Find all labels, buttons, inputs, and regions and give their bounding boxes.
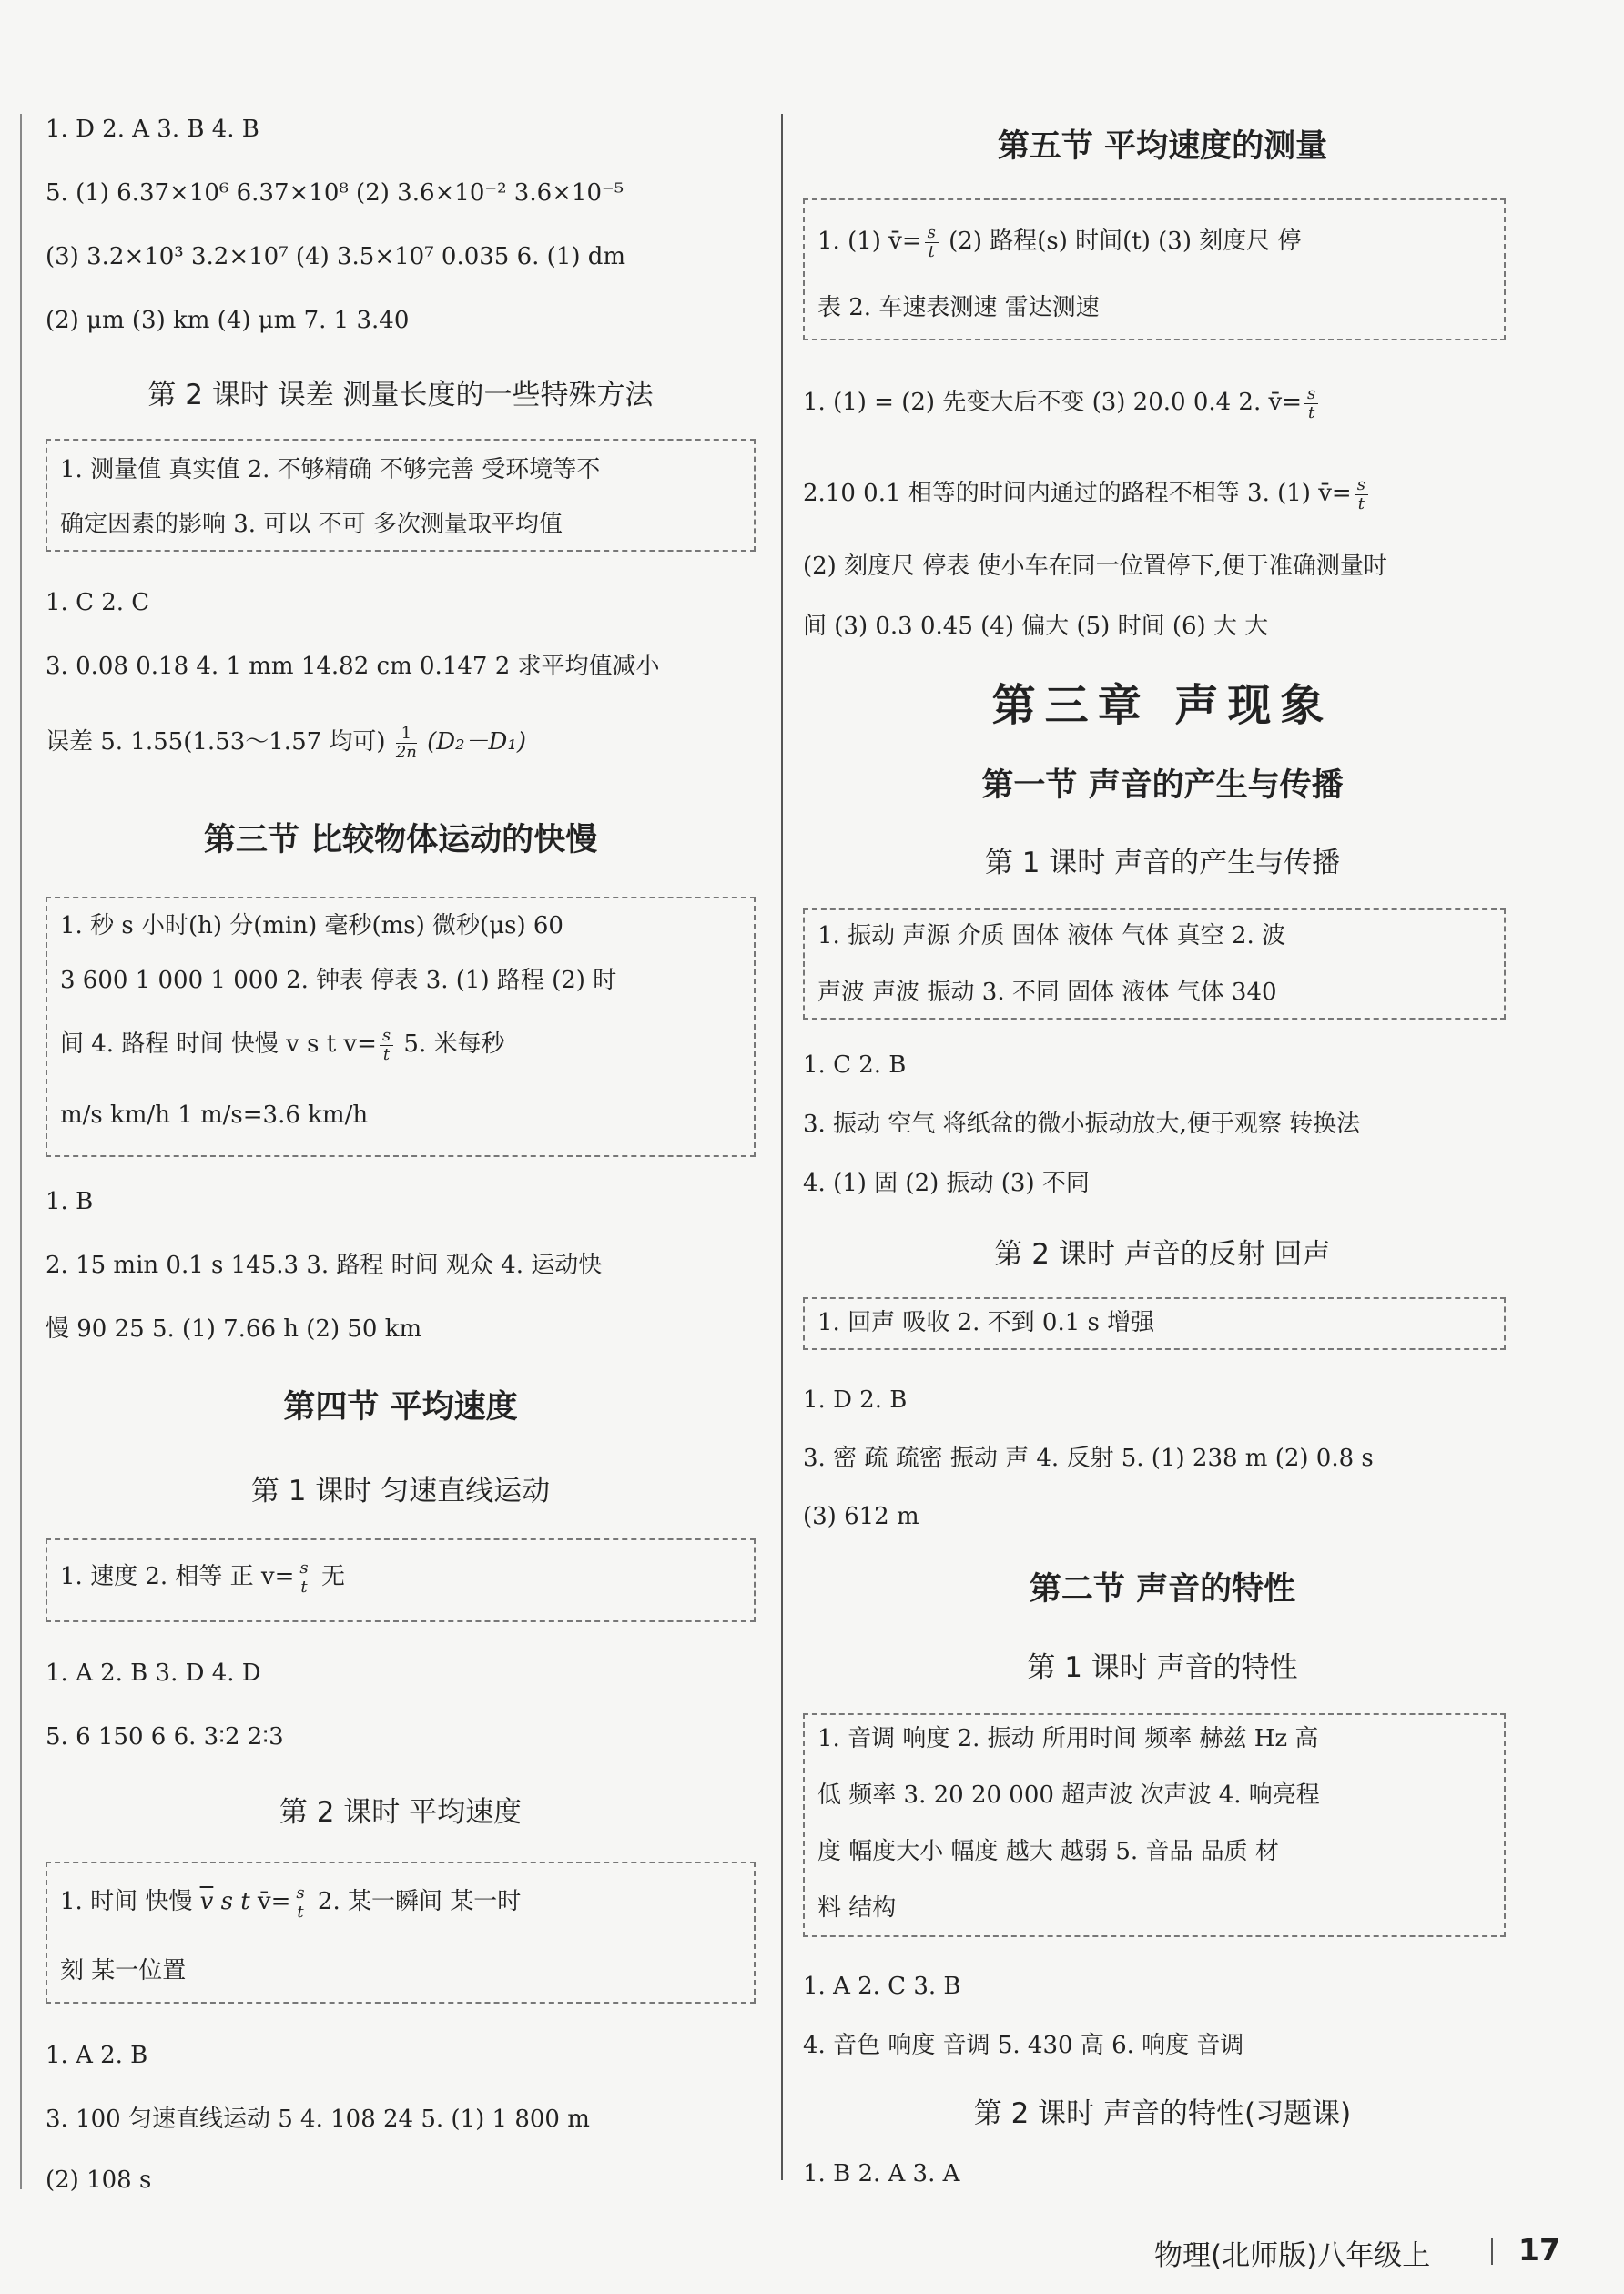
fraction	[293, 1884, 307, 1922]
answer-line: 确定因素的影响 3. 可以 不可 多次测量取平均值	[60, 511, 563, 538]
answer-line: 1. A 2. C 3. B	[803, 1973, 961, 2000]
numerator: s	[297, 1559, 310, 1578]
answer-text: 1. (1) v̄=	[817, 228, 922, 255]
fraction	[396, 725, 417, 762]
answer-line: 表 2. 车速表测速 雷达测速	[817, 294, 1100, 321]
answer-line	[803, 384, 1321, 422]
formula-v-eq: v̄=	[257, 1888, 291, 1915]
answer-line: 1. 振动 声源 介质 固体 液体 气体 真空 2. 波	[817, 922, 1285, 949]
answer-line: 1. B	[46, 1188, 94, 1215]
answer-line: (3) 3.2×10³ 3.2×10⁷ (4) 3.5×10⁷ 0.035 6. (1) dm	[46, 243, 626, 270]
concept-box	[803, 1713, 1506, 1937]
book-title: 物理(北师版)八年级上	[1154, 2239, 1431, 2272]
numerator: s	[1355, 476, 1368, 495]
lesson-title: 第 2 课时 平均速度	[279, 1796, 523, 1829]
answer-line: 料 结构	[817, 1894, 897, 1922]
section-title: 第五节 平均速度的测量	[997, 128, 1328, 165]
page-number: 17	[1518, 2232, 1560, 2268]
answer-line: 3. 0.08 0.18 4. 1 mm 14.82 cm 0.147 2 求平均值减小	[46, 653, 660, 680]
fraction	[297, 1559, 310, 1597]
fraction	[925, 224, 939, 261]
answer-line: 1. C 2. B	[803, 1051, 907, 1079]
lesson-title: 第 1 课时 声音的特性	[1027, 1651, 1298, 1684]
answer-line	[60, 1558, 345, 1597]
numerator: s	[380, 1027, 393, 1046]
answer-line: (2) 刻度尺 停表 使小车在同一位置停下,便于准确测量时	[803, 553, 1387, 580]
symbol-s: s	[220, 1888, 233, 1915]
answer-line: 2. 15 min 0.1 s 145.3 3. 路程 时间 观众 4. 运动快	[46, 1252, 603, 1279]
section-title: 第二节 声音的特性	[1029, 1571, 1296, 1608]
concept-box	[46, 1862, 756, 2004]
vbar: $\overline{v}$	[199, 1888, 214, 1915]
concept-box	[803, 1297, 1506, 1350]
denominator: t	[928, 241, 935, 261]
answer-line: 5. 6 150 6 6. 3∶2 2∶3	[46, 1723, 284, 1751]
numerator: 1	[396, 725, 417, 744]
symbol-t: t	[240, 1888, 250, 1915]
answer-line	[60, 1883, 521, 1922]
answer-line: m/s km/h 1 m/s=3.6 km/h	[60, 1101, 369, 1129]
fraction	[380, 1027, 393, 1064]
answer-line: (2) 108 s	[46, 2167, 152, 2194]
lesson-title: 第 2 课时 误差 测量长度的一些特殊方法	[147, 379, 654, 411]
concept-box	[46, 439, 756, 552]
answer-line: 4. 音色 响度 音调 5. 430 高 6. 响度 音调	[803, 2032, 1244, 2059]
lesson-title: 第 2 课时 声音的特性(习题课)	[973, 2097, 1352, 2130]
answer-text: 2. 某一瞬间 某一时	[317, 1888, 522, 1915]
denominator: t	[297, 1902, 304, 1922]
answer-line	[817, 223, 1302, 261]
chapter-title: 第三章 声现象	[991, 680, 1334, 731]
section-title: 第三节 比较物体运动的快慢	[203, 822, 598, 858]
denominator: t	[300, 1577, 308, 1597]
answer-text: 2.10 0.1 相等的时间内通过的路程不相等 3. (1) v̄=	[803, 480, 1352, 507]
answer-line: 声波 声波 振动 3. 不同 固体 液体 气体 340	[817, 979, 1277, 1006]
answer-line: 1. B 2. A 3. A	[803, 2160, 960, 2187]
answer-text: 1. (1) = (2) 先变大后不变 (3) 20.0 0.4 2. v̄=	[803, 389, 1302, 416]
answer-text: 误差 5. 1.55(1.53～1.57 均可)	[46, 728, 386, 756]
answer-line	[60, 1026, 504, 1064]
answer-line: 1. 测量值 真实值 2. 不够精确 不够完善 受环境等不	[60, 456, 601, 483]
numerator: s	[293, 1884, 307, 1903]
concept-box	[46, 1538, 756, 1622]
answer-line: 间 (3) 0.3 0.45 (4) 偏大 (5) 时间 (6) 大 大	[803, 613, 1269, 640]
denominator: t	[1307, 402, 1315, 422]
answer-line: 1. D 2. B	[803, 1386, 908, 1414]
answer-line: 3. 100 匀速直线运动 5 4. 108 24 5. (1) 1 800 m	[46, 2106, 590, 2133]
answer-text: 1. 速度 2. 相等 正 v=	[60, 1563, 295, 1590]
answer-line: 3. 密 疏 疏密 振动 声 4. 反射 5. (1) 238 m (2) 0.8 s	[803, 1445, 1374, 1472]
answer-line: 慢 90 25 5. (1) 7.66 h (2) 50 km	[46, 1315, 422, 1343]
section-title: 第四节 平均速度	[283, 1389, 518, 1426]
concept-box	[803, 198, 1506, 340]
answer-line: 1. 音调 响度 2. 振动 所用时间 频率 赫兹 Hz 高	[817, 1725, 1319, 1752]
answer-line: 3 600 1 000 1 000 2. 钟表 停表 3. (1) 路程 (2) 时	[60, 967, 617, 994]
fraction	[1304, 385, 1318, 422]
answer-line: 4. (1) 固 (2) 振动 (3) 不同	[803, 1170, 1090, 1197]
answer-line: (3) 612 m	[803, 1503, 919, 1530]
answer-text: 无	[320, 1563, 345, 1590]
answer-text: 5. 米每秒	[403, 1030, 505, 1058]
answer-line: 刻 某一位置	[60, 1957, 187, 1984]
denominator: t	[1357, 493, 1365, 513]
answer-line: 3. 振动 空气 将纸盆的微小振动放大,便于观察 转换法	[803, 1111, 1361, 1138]
numerator: s	[925, 224, 939, 243]
column-divider	[781, 114, 783, 2180]
page-footer	[1154, 2232, 1573, 2272]
numerator: s	[1304, 385, 1318, 404]
lesson-title: 第 1 课时 声音的产生与传播	[984, 847, 1341, 879]
concept-box	[46, 897, 756, 1157]
answer-line	[46, 724, 526, 762]
denominator: 2n	[395, 742, 417, 762]
formula-text: (D₂－D₁)	[427, 728, 526, 756]
answer-line: 1. D 2. A 3. B 4. B	[46, 116, 259, 143]
lesson-title: 第 1 课时 匀速直线运动	[250, 1475, 551, 1507]
lesson-title: 第 2 课时 声音的反射 回声	[994, 1238, 1331, 1271]
concept-box	[803, 908, 1506, 1020]
answer-line: 1. C 2. C	[46, 589, 150, 616]
answer-line: 1. A 2. B	[46, 2042, 148, 2069]
answer-text: 1. 时间 快慢	[60, 1888, 193, 1915]
denominator: t	[382, 1044, 391, 1064]
section-title: 第一节 声音的产生与传播	[981, 767, 1344, 804]
answer-line	[803, 475, 1371, 513]
answer-line: 5. (1) 6.37×10⁶ 6.37×10⁸ (2) 3.6×10⁻² 3.6×10⁻⁵	[46, 179, 624, 207]
answer-text: 间 4. 路程 时间 快慢 v s t v=	[60, 1030, 377, 1058]
answer-line: 低 频率 3. 20 20 000 超声波 次声波 4. 响亮程	[817, 1781, 1320, 1809]
answer-line: (2) μm (3) km (4) μm 7. 1 3.40	[46, 307, 410, 334]
answer-line: 1. A 2. B 3. D 4. D	[46, 1660, 261, 1687]
answer-line: 1. 秒 s 小时(h) 分(min) 毫秒(ms) 微秒(μs) 60	[60, 912, 563, 939]
answer-line: 1. 回声 吸收 2. 不到 0.1 s 增强	[817, 1309, 1155, 1336]
fraction	[1355, 476, 1368, 513]
answer-text: (2) 路程(s) 时间(t) (3) 刻度尺 停	[949, 228, 1302, 255]
binding-line	[20, 114, 22, 2189]
footer-separator	[1491, 2238, 1493, 2265]
answer-line: 度 幅度大小 幅度 越大 越弱 5. 音品 品质 材	[817, 1838, 1279, 1865]
